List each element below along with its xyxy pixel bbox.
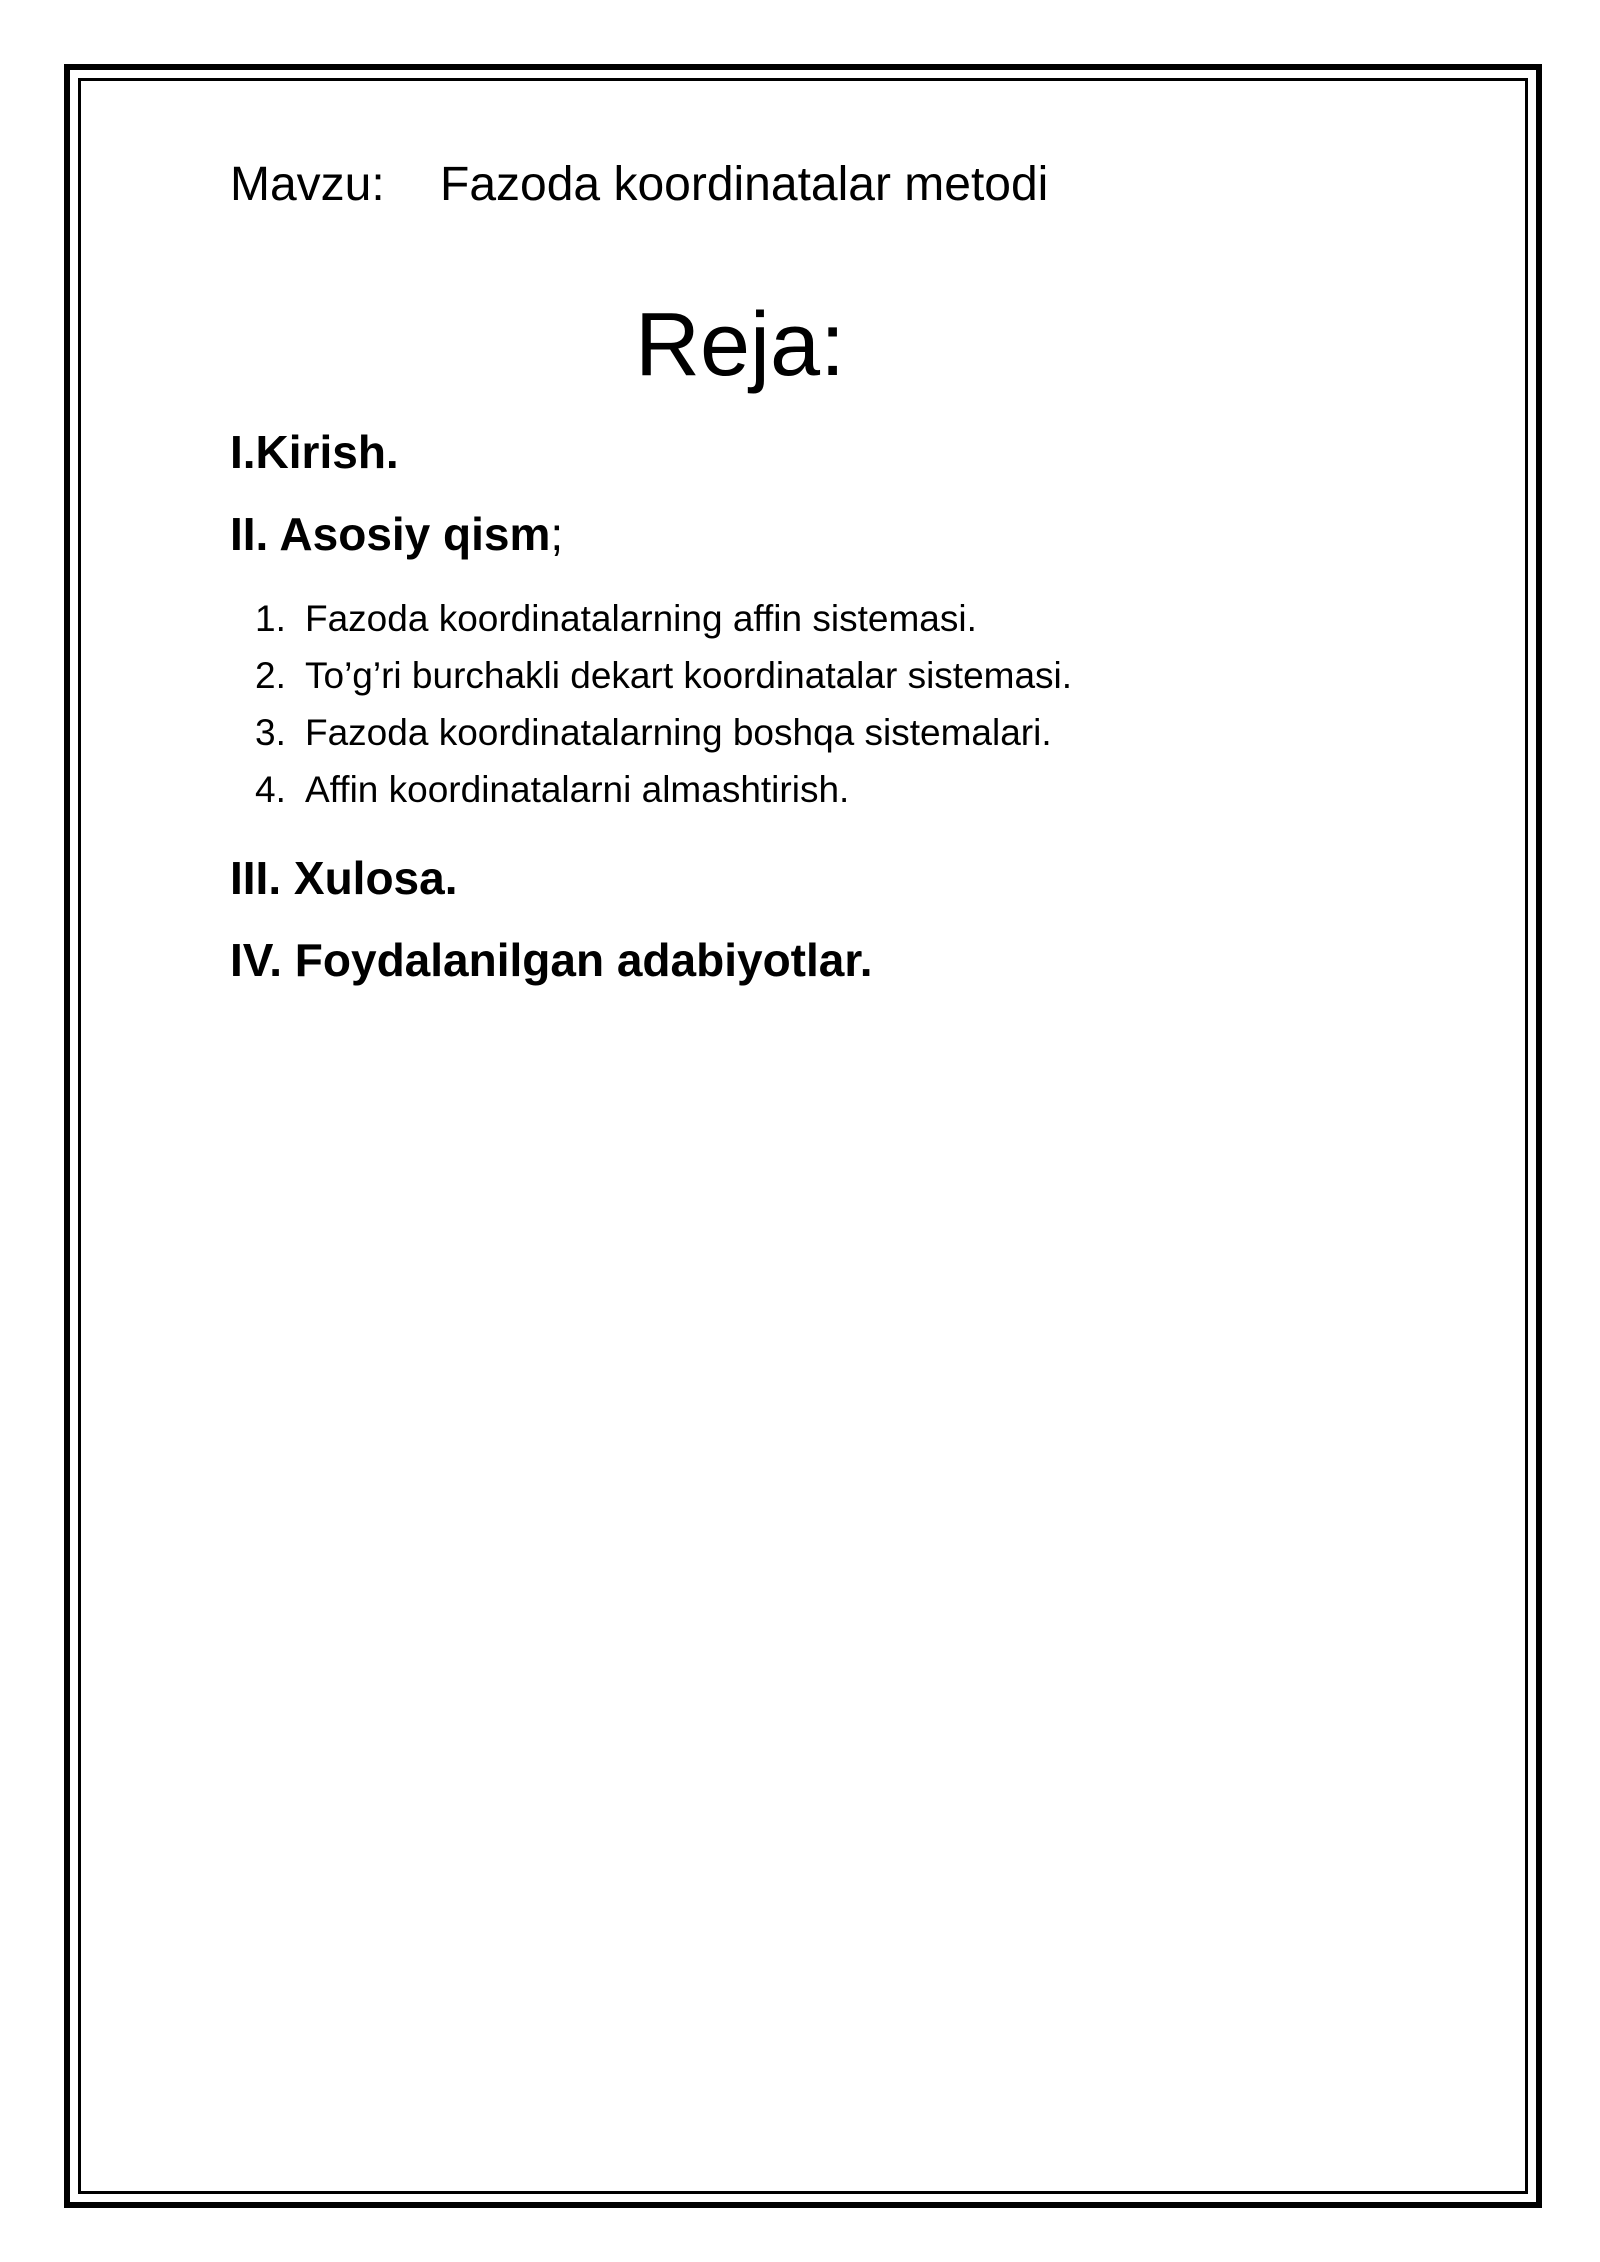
list-item-number: 1. <box>255 598 286 639</box>
list-item-text: Fazoda koordinatalarning boshqa sistemalari. <box>305 712 1052 753</box>
section-main-label: II. Asosiy qism <box>230 508 551 560</box>
section-conclusion: III. Xulosa. <box>230 852 458 904</box>
list-item <box>255 761 1380 818</box>
topic-label: Mavzu: <box>230 158 385 211</box>
main-sublist <box>230 590 1380 818</box>
section-main-punct: ; <box>550 508 564 560</box>
topic-title: Fazoda koordinatalar metodi <box>440 158 1049 211</box>
topic-line <box>230 150 1380 220</box>
list-item <box>255 647 1380 704</box>
document-content <box>230 150 1380 990</box>
list-item-number: 3. <box>255 712 286 753</box>
plan-title: Reja: <box>635 295 846 395</box>
list-item <box>255 590 1380 647</box>
list-item-number: 4. <box>255 769 286 810</box>
section-references: IV. Foydalanilgan adabiyotlar. <box>230 934 873 986</box>
list-item-text: To’g’ri burchakli dekart koordinatalar sistemasi. <box>305 655 1073 696</box>
list-item <box>255 704 1380 761</box>
list-item-number: 2. <box>255 655 286 696</box>
section-main <box>230 504 1380 564</box>
list-item-text: Fazoda koordinatalarning affin sistemasi. <box>305 598 977 639</box>
list-item-text: Affin koordinatalarni almashtirish. <box>305 769 850 810</box>
section-intro: I.Kirish. <box>230 426 399 478</box>
